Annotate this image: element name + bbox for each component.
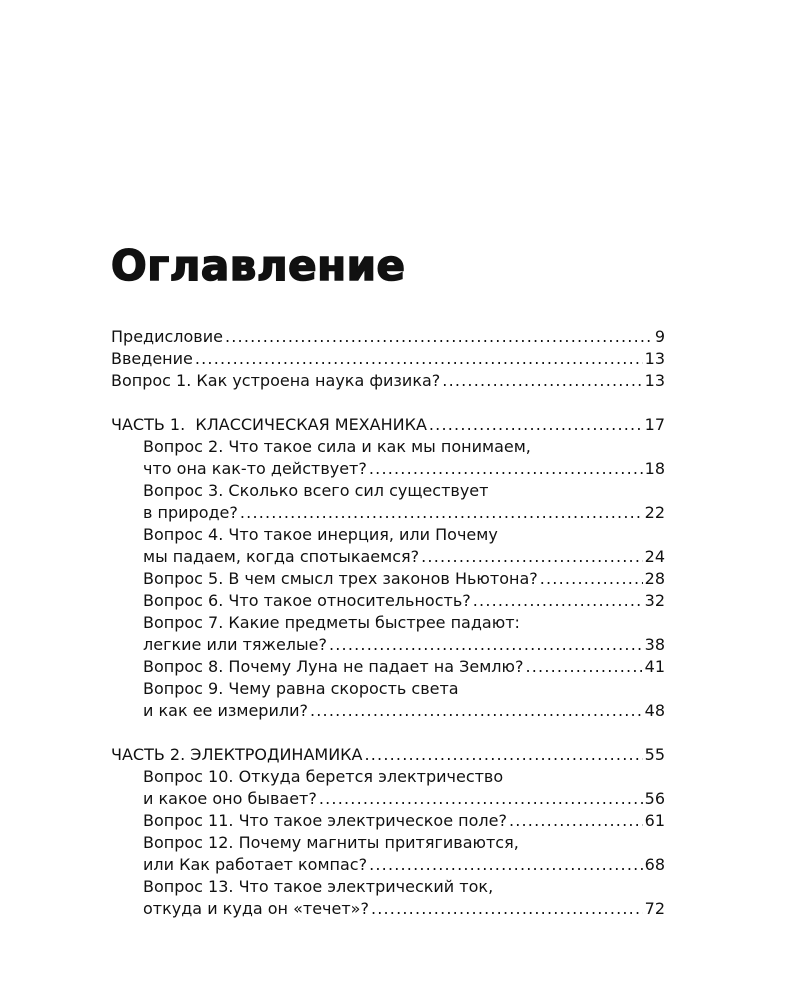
toc-page-number: 24 — [644, 547, 665, 566]
toc-entry-label: Вопрос 10. Откуда берется электричество — [143, 767, 504, 786]
toc-entry-label: или Как работает компас? — [143, 855, 368, 874]
dot-leader — [371, 898, 643, 920]
toc-entry-label: откуда и куда он «течет»? — [143, 899, 369, 918]
toc-entry-label: Вопрос 5. В чем смысл трех законов Ньютона? — [143, 569, 538, 588]
toc-entry-label: Вопрос 2. Что такое сила и как мы понимаем, — [143, 437, 531, 456]
toc-entry-q12-line1 — [111, 832, 665, 854]
toc-page-number: 72 — [644, 899, 665, 918]
toc-page-number: 48 — [644, 701, 665, 720]
toc-page-number: 17 — [644, 415, 665, 434]
toc-entry-label: Вопрос 12. Почему магниты притягиваются, — [143, 833, 519, 852]
toc-entry-label: Вопрос 4. Что такое инерция, или Почему — [143, 525, 498, 544]
section-spacer — [111, 392, 665, 414]
toc-entry-q2-line1 — [111, 436, 665, 458]
toc-entry-label: легкие или тяжелые? — [143, 635, 327, 654]
toc-entry-q12-line2 — [111, 854, 665, 876]
toc-entry-label: что она как-то действует? — [143, 459, 367, 478]
toc-page-number: 41 — [644, 657, 665, 676]
toc-entry-q3-line1 — [111, 480, 665, 502]
dot-leader — [540, 568, 643, 590]
dot-leader — [525, 656, 642, 678]
toc-entry-label: Вопрос 11. Что такое электрическое поле? — [143, 811, 507, 830]
toc-part-label: ЧАСТЬ 1. КЛАССИЧЕСКАЯ МЕХАНИКА — [111, 415, 427, 434]
toc-entry-q10-line2 — [111, 788, 665, 810]
toc-entry-label: Предисловие — [111, 327, 223, 346]
toc-page-number: 32 — [644, 591, 665, 610]
toc-page-number: 28 — [644, 569, 665, 588]
dot-leader — [364, 744, 642, 766]
toc-entry-preface — [111, 326, 665, 348]
toc-entry-label: Вопрос 6. Что такое относительность? — [143, 591, 471, 610]
toc-entry-q4-line1 — [111, 524, 665, 546]
toc-page-number: 61 — [644, 811, 665, 830]
toc-entry-label: и как ее измерили? — [143, 701, 308, 720]
toc-part-2 — [111, 744, 665, 766]
dot-leader — [429, 414, 643, 436]
toc-entry-q1 — [111, 370, 665, 392]
toc-entry-q10-line1 — [111, 766, 665, 788]
toc-entry-q11 — [111, 810, 665, 832]
toc-entry-label: Вопрос 8. Почему Луна не падает на Землю? — [143, 657, 524, 676]
toc-page-number: 56 — [644, 789, 665, 808]
toc-entry-label: Вопрос 9. Чему равна скорость света — [143, 679, 459, 698]
toc-entry-label: и какое оно бывает? — [143, 789, 317, 808]
toc-entry-q7-line1 — [111, 612, 665, 634]
toc-entry-label: в природе? — [143, 503, 238, 522]
toc-entry-q9-line2 — [111, 700, 665, 722]
toc-entry-q9-line1 — [111, 678, 665, 700]
toc-part-1 — [111, 414, 665, 436]
dot-leader — [195, 348, 643, 370]
toc-entry-q2-line2 — [111, 458, 665, 480]
toc-page-number: 22 — [644, 503, 665, 522]
dot-leader — [319, 788, 643, 810]
toc-page-number: 38 — [644, 635, 665, 654]
toc-entry-q8 — [111, 656, 665, 678]
toc-page-number: 68 — [644, 855, 665, 874]
table-of-contents — [111, 326, 665, 920]
dot-leader — [310, 700, 643, 722]
toc-entry-label: Вопрос 7. Какие предметы быстрее падают: — [143, 613, 520, 632]
toc-entry-label: Введение — [111, 349, 193, 368]
dot-leader — [240, 502, 643, 524]
toc-page-number: 13 — [644, 371, 665, 390]
dot-leader — [509, 810, 643, 832]
dot-leader — [442, 370, 642, 392]
toc-entry-q13-line2 — [111, 898, 665, 920]
dot-leader — [329, 634, 643, 656]
dot-leader — [369, 854, 643, 876]
toc-entry-q5 — [111, 568, 665, 590]
dot-leader — [369, 458, 643, 480]
toc-entry-q6 — [111, 590, 665, 612]
page-title: Оглавление — [111, 241, 406, 290]
toc-entry-label: Вопрос 13. Что такое электрический ток, — [143, 877, 494, 896]
toc-page-number: 55 — [644, 745, 665, 764]
toc-entry-q7-line2 — [111, 634, 665, 656]
toc-entry-label: Вопрос 3. Сколько всего сил существует — [143, 481, 489, 500]
toc-part-label: ЧАСТЬ 2. ЭЛЕКТРОДИНАМИКА — [111, 745, 363, 764]
toc-entry-label: Вопрос 1. Как устроена наука физика? — [111, 371, 441, 390]
toc-entry-label: мы падаем, когда спотыкаемся? — [143, 547, 420, 566]
toc-page-number: 9 — [654, 327, 665, 346]
toc-page-number: 13 — [644, 349, 665, 368]
toc-entry-q4-line2 — [111, 546, 665, 568]
dot-leader — [473, 590, 643, 612]
toc-entry-q3-line2 — [111, 502, 665, 524]
toc-entry-q13-line1 — [111, 876, 665, 898]
dot-leader — [421, 546, 643, 568]
toc-entry-intro — [111, 348, 665, 370]
section-spacer — [111, 722, 665, 744]
toc-page-number: 18 — [644, 459, 665, 478]
dot-leader — [225, 326, 653, 348]
